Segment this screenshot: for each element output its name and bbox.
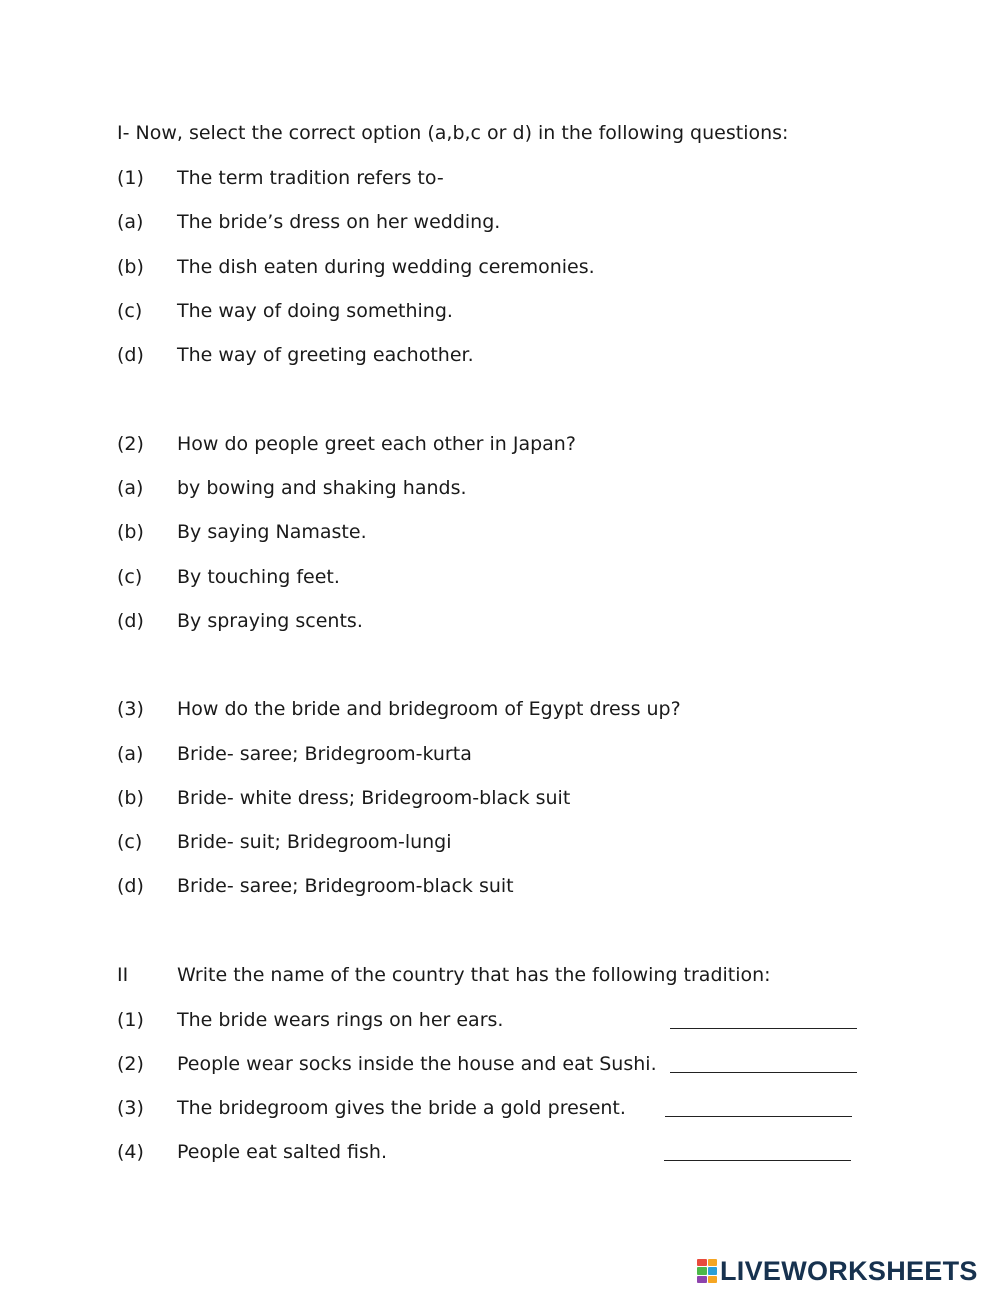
question-number: (2) [117,433,144,455]
option-label: (b) [117,521,144,543]
item-text: The bride wears rings on her ears. [177,1009,504,1031]
answer-blank-2[interactable] [670,1072,857,1073]
question-text: How do people greet each other in Japan? [177,433,576,455]
answer-blank-4[interactable] [664,1160,851,1161]
option-label: (c) [117,831,143,853]
option-text: by bowing and shaking hands. [177,477,467,499]
option-label: (d) [117,344,144,366]
option-label: (c) [117,300,143,322]
option-text: The way of greeting eachother. [177,344,474,366]
section2-heading: Write the name of the country that has the following tradition: [177,964,771,986]
item-number: (1) [117,1009,144,1031]
answer-blank-3[interactable] [665,1116,852,1117]
section2-label: II [117,964,129,986]
option-text: Bride- saree; Bridegroom-kurta [177,743,472,765]
option-label: (d) [117,610,144,632]
question-number: (1) [117,167,144,189]
liveworksheets-logo[interactable] [697,1256,978,1286]
answer-blank-1[interactable] [670,1028,857,1029]
question-number: (3) [117,698,144,720]
option-label: (d) [117,875,144,897]
option-label: (b) [117,787,144,809]
option-text: Bride- white dress; Bridegroom-black suit [177,787,571,809]
option-text: The dish eaten during wedding ceremonies. [177,256,595,278]
item-text: The bridegroom gives the bride a gold present. [177,1097,626,1119]
option-text: By saying Namaste. [177,521,367,543]
logo-text: LIVEWORKSHEETS [720,1256,978,1286]
item-number: (3) [117,1097,144,1119]
item-number: (4) [117,1141,144,1163]
option-label: (a) [117,477,144,499]
item-text: People eat salted fish. [177,1141,387,1163]
option-text: Bride- suit; Bridegroom-lungi [177,831,452,853]
option-label: (c) [117,566,143,588]
option-label: (a) [117,743,144,765]
option-text: The way of doing something. [177,300,453,322]
question-text: How do the bride and bridegroom of Egypt dress up? [177,698,681,720]
section1-heading: I- Now, select the correct option (a,b,c or d) in the following questions: [117,122,789,144]
option-label: (b) [117,256,144,278]
liveworksheets-logo-icon [697,1259,717,1283]
question-text: The term tradition refers to- [177,167,444,189]
option-text: Bride- saree; Bridegroom-black suit [177,875,514,897]
option-text: By touching feet. [177,566,340,588]
item-text: People wear socks inside the house and eat Sushi. [177,1053,657,1075]
option-text: By spraying scents. [177,610,363,632]
option-label: (a) [117,211,144,233]
item-number: (2) [117,1053,144,1075]
option-text: The bride’s dress on her wedding. [177,211,501,233]
